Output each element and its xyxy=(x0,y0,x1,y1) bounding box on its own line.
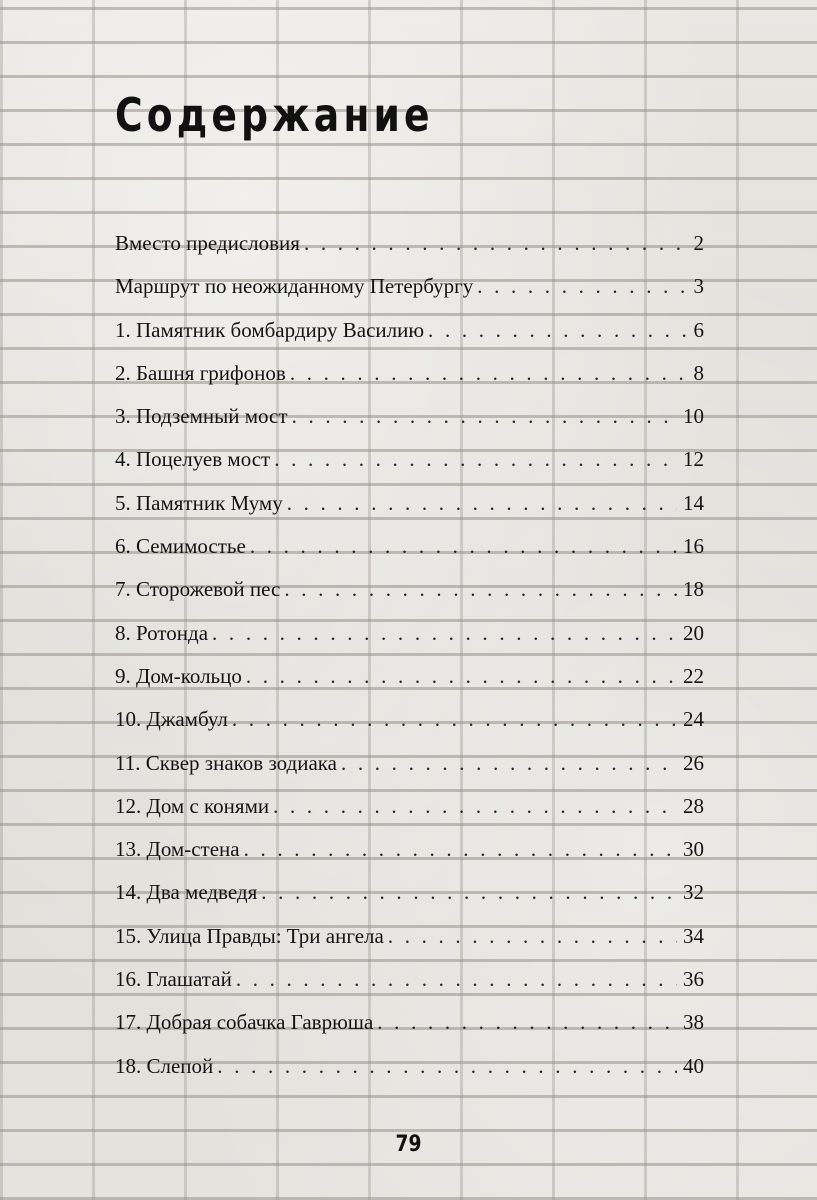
toc-entry[interactable] xyxy=(115,828,704,871)
toc-entry[interactable] xyxy=(115,1001,704,1044)
toc-entry-page: 30 xyxy=(683,837,704,862)
toc-entry-page: 10 xyxy=(683,404,704,429)
toc-entry-title: 3. Подземный мост xyxy=(115,404,288,429)
page-number: 79 xyxy=(395,1132,422,1157)
toc-entry-page: 12 xyxy=(683,447,704,472)
toc-entry-title: 2. Башня грифонов xyxy=(115,360,286,385)
toc-entry-page: 24 xyxy=(683,707,704,732)
toc-dot-leader xyxy=(428,309,687,352)
toc-entry-title: Маршрут по неожиданному Петербургу xyxy=(115,274,474,299)
toc-entry-title: 1. Памятник бомбардиру Василию xyxy=(115,317,425,342)
toc-dot-leader xyxy=(217,1045,677,1088)
toc-dot-leader xyxy=(477,265,687,308)
toc-entry-title: Вместо предисловия xyxy=(115,231,300,255)
toc-dot-leader xyxy=(250,525,677,568)
toc-entry-page: 14 xyxy=(683,490,704,515)
toc-entry[interactable] xyxy=(115,568,704,611)
toc-dot-leader xyxy=(212,612,677,655)
toc-entry-title: 14. Два медведя xyxy=(115,880,258,905)
toc-entry-title: 10. Джамбул xyxy=(115,707,228,732)
toc-entry-title: 11. Сквер знаков зодиака xyxy=(115,750,337,775)
toc-dot-leader xyxy=(284,568,677,611)
toc-dot-leader xyxy=(287,482,677,525)
toc-entry[interactable] xyxy=(115,742,704,785)
toc-dot-leader xyxy=(246,655,677,698)
toc-entry[interactable] xyxy=(115,1045,704,1088)
toc-dot-leader xyxy=(232,698,677,741)
toc-entry[interactable] xyxy=(115,915,704,958)
toc-entry-title: 13. Дом-стена xyxy=(115,837,240,862)
toc-entry-page: 16 xyxy=(683,534,704,559)
toc-entry-page: 26 xyxy=(683,750,704,775)
toc-entry-page: 36 xyxy=(683,967,704,992)
toc-entry-page: 34 xyxy=(683,923,704,948)
toc-entry-page: 28 xyxy=(683,793,704,818)
toc-entry-page: 22 xyxy=(683,663,704,688)
toc-dot-leader xyxy=(236,958,677,1001)
toc-entry-title: 12. Дом с конями xyxy=(115,793,270,818)
toc-entry[interactable] xyxy=(115,309,704,352)
page-title: Содержание xyxy=(115,88,434,142)
toc-dot-leader xyxy=(273,785,677,828)
toc-dot-leader xyxy=(244,828,677,871)
toc-entry-page: 20 xyxy=(683,620,704,645)
toc-entry-title: 6. Семимостье xyxy=(115,534,246,559)
toc-entry-title: 7. Сторожевой пес xyxy=(115,577,281,602)
toc-entry-title: 18. Слепой xyxy=(115,1053,214,1078)
toc-entry-page: 3 xyxy=(693,274,704,299)
toc-entry[interactable] xyxy=(115,698,704,741)
toc-entry-page: 18 xyxy=(683,577,704,602)
toc-entry[interactable] xyxy=(115,395,704,438)
toc-entry-page: 40 xyxy=(683,1053,704,1078)
toc-entry-page: 32 xyxy=(683,880,704,905)
toc-dot-leader xyxy=(341,742,677,785)
toc-dot-leader xyxy=(290,352,688,395)
toc-entry[interactable] xyxy=(115,352,704,395)
toc-entry[interactable] xyxy=(115,785,704,828)
toc-entry[interactable] xyxy=(115,438,704,481)
toc-entry-title: 15. Улица Правды: Три ангела xyxy=(115,923,384,948)
toc-dot-leader xyxy=(292,395,677,438)
toc-entry[interactable] xyxy=(115,265,704,308)
toc-entry-title: 9. Дом-кольцо xyxy=(115,663,242,688)
toc-entry[interactable] xyxy=(115,958,704,1001)
toc-dot-leader xyxy=(274,438,677,481)
toc-entry[interactable] xyxy=(115,871,704,914)
toc-entry-title: 8. Ротонда xyxy=(115,620,209,645)
toc-entry[interactable] xyxy=(115,482,704,525)
toc-entry-page: 8 xyxy=(693,360,704,385)
toc-entry[interactable] xyxy=(115,525,704,568)
toc-dot-leader xyxy=(261,871,677,914)
toc-entry-page: 38 xyxy=(683,1010,704,1035)
toc-entry-title: 5. Памятник Муму xyxy=(115,490,283,515)
table-of-contents xyxy=(115,222,704,1088)
toc-entry-title: 4. Поцелуев мост xyxy=(115,447,271,472)
toc-dot-leader xyxy=(377,1001,677,1044)
toc-entry-title: 17. Добрая собачка Гаврюша xyxy=(115,1010,374,1035)
toc-entry[interactable] xyxy=(115,655,704,698)
toc-entry[interactable] xyxy=(115,612,704,655)
toc-entry-title: 16. Глашатай xyxy=(115,967,232,992)
toc-dot-leader xyxy=(304,222,688,265)
toc-entry-page: 6 xyxy=(693,317,704,342)
toc-entry-page: 2 xyxy=(693,231,704,255)
toc-dot-leader xyxy=(388,915,677,958)
toc-entry[interactable] xyxy=(115,222,704,265)
